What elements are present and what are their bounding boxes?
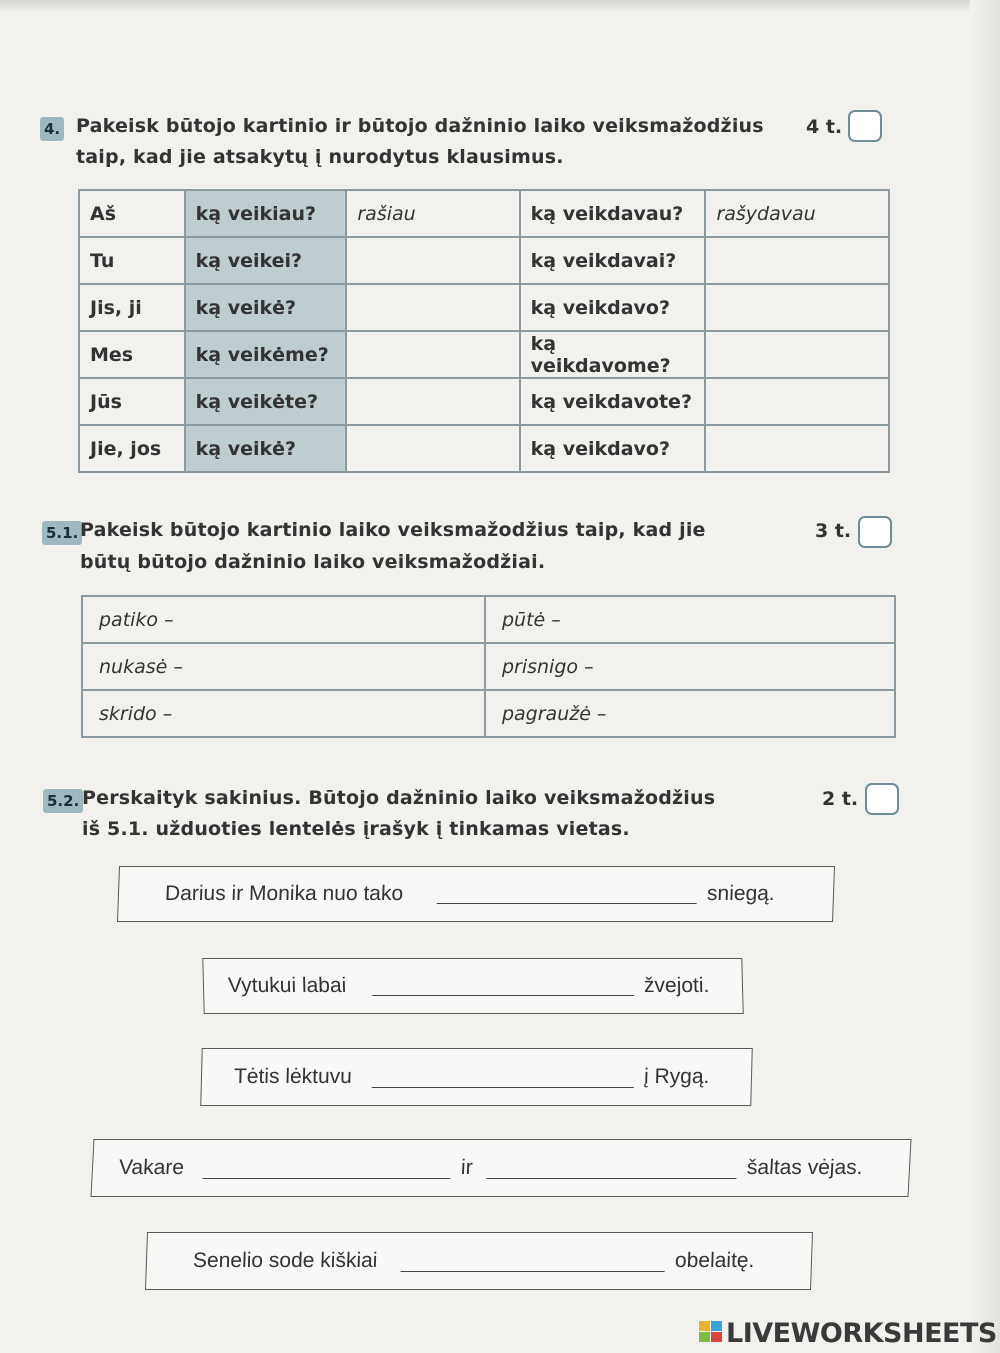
sentence-1-card	[117, 866, 835, 922]
sentence-4-before: Vakare	[118, 1156, 185, 1179]
table-row	[79, 378, 889, 425]
sentence-2-card	[202, 958, 743, 1014]
question-past-cell: ką veikei?	[185, 237, 347, 284]
table-row	[79, 331, 889, 378]
task4-instruction-line2: taip, kad jie atsakytų į nurodytus klausimus.	[76, 146, 564, 168]
pronoun-cell: Jis, ji	[79, 284, 185, 331]
task4-table	[78, 189, 890, 473]
answer-past-cell[interactable]	[346, 331, 519, 378]
sentence-1-blank[interactable]	[437, 903, 697, 904]
answer-frequentative-cell[interactable]	[705, 425, 889, 472]
page-top-shadow	[0, 0, 1000, 12]
pronoun-cell: Tu	[79, 237, 185, 284]
task4-number-badge: 4.	[40, 117, 64, 141]
liveworksheets-logo-icon	[698, 1319, 724, 1345]
sentence-5-after: obelaitę.	[674, 1249, 755, 1272]
sentence-4-middle: ir	[460, 1156, 474, 1179]
table-row	[82, 596, 895, 643]
sentence-1-before: Darius ir Monika nuo tako	[164, 882, 404, 905]
task51-number-badge: 5.1.	[42, 521, 82, 545]
sentence-5-card	[145, 1232, 813, 1290]
task51-score-box[interactable]	[858, 516, 892, 548]
sentence-2-before: Vytukui labai	[227, 974, 347, 997]
verb-cell-left[interactable]: nukasė –	[82, 643, 485, 690]
task51-instruction-line2: būtų būtojo dažninio laiko veiksmažodžiai.	[80, 551, 546, 573]
task51-instruction-line1: Pakeisk būtojo kartinio laiko veiksmažodžius taip, kad jie	[80, 519, 706, 541]
verb-cell-right[interactable]: prisnigo –	[485, 643, 895, 690]
question-past-cell: ką veikė?	[185, 284, 347, 331]
table-row	[79, 237, 889, 284]
table-row	[82, 643, 895, 690]
pronoun-cell: Aš	[79, 190, 185, 237]
sentence-4-card	[90, 1139, 911, 1197]
answer-past-cell[interactable]	[346, 425, 519, 472]
task52-instruction-line2: iš 5.1. užduoties lentelės įrašyk į tinkamas vietas.	[82, 818, 630, 840]
question-frequentative-cell: ką veikdavai?	[520, 237, 706, 284]
page-right-edge	[970, 0, 1000, 1353]
question-frequentative-cell: ką veikdavo?	[520, 425, 706, 472]
task52-instruction-line1: Perskaityk sakinius. Būtojo dažninio laiko veiksmažodžius	[82, 787, 716, 809]
question-past-cell: ką veikė?	[185, 425, 347, 472]
answer-frequentative-cell[interactable]	[705, 378, 889, 425]
answer-frequentative-cell[interactable]	[705, 237, 889, 284]
table-row	[79, 425, 889, 472]
sentence-2-after: žvejoti.	[643, 974, 710, 997]
task52-points: 2 t.	[822, 788, 859, 810]
sentence-3-card	[200, 1048, 753, 1106]
table-row	[79, 190, 889, 237]
sentence-2-blank[interactable]	[372, 995, 634, 996]
answer-frequentative-cell[interactable]: rašydavau	[705, 190, 889, 237]
sentence-3-before: Tėtis lėktuvu	[233, 1065, 353, 1088]
answer-past-cell[interactable]	[346, 378, 519, 425]
answer-frequentative-cell[interactable]	[705, 331, 889, 378]
task51-points: 3 t.	[815, 520, 852, 542]
verb-cell-left[interactable]: skrido –	[82, 690, 485, 737]
sentence-5-blank[interactable]	[401, 1271, 665, 1272]
question-frequentative-cell: ką veikdavome?	[520, 331, 706, 378]
pronoun-cell: Jie, jos	[79, 425, 185, 472]
verb-cell-right[interactable]: pūtė –	[485, 596, 895, 643]
task52-number-badge: 5.2.	[43, 789, 83, 813]
sentence-4-blank-2[interactable]	[486, 1178, 736, 1179]
verb-cell-right[interactable]: pagraužė –	[485, 690, 895, 737]
table-row	[79, 284, 889, 331]
sentence-4-blank-1[interactable]	[202, 1178, 450, 1179]
verb-cell-left[interactable]: patiko –	[82, 596, 485, 643]
sentence-1-after: sniegą.	[706, 882, 776, 905]
question-frequentative-cell: ką veikdavau?	[520, 190, 706, 237]
sentence-4-after: šaltas vėjas.	[746, 1156, 864, 1179]
answer-past-cell[interactable]: rašiau	[346, 190, 519, 237]
task51-table	[81, 595, 896, 738]
question-past-cell: ką veikiau?	[185, 190, 347, 237]
answer-past-cell[interactable]	[346, 284, 519, 331]
sentence-5-before: Senelio sode kiškiai	[192, 1249, 378, 1272]
task52-score-box[interactable]	[865, 783, 899, 815]
sentence-3-blank[interactable]	[372, 1087, 634, 1088]
question-frequentative-cell: ką veikdavote?	[520, 378, 706, 425]
question-past-cell: ką veikėme?	[185, 331, 347, 378]
pronoun-cell: Mes	[79, 331, 185, 378]
pronoun-cell: Jūs	[79, 378, 185, 425]
question-frequentative-cell: ką veikdavo?	[520, 284, 706, 331]
task4-instruction-line1: Pakeisk būtojo kartinio ir būtojo dažninio laiko veiksmažodžius	[76, 115, 764, 137]
sentence-3-after: į Rygą.	[643, 1065, 710, 1088]
question-past-cell: ką veikėte?	[185, 378, 347, 425]
table-row	[82, 690, 895, 737]
liveworksheets-logo-text: LIVEWORKSHEETS	[726, 1318, 997, 1349]
task4-points: 4 t.	[806, 116, 843, 138]
task4-score-box[interactable]	[848, 110, 882, 142]
answer-frequentative-cell[interactable]	[705, 284, 889, 331]
answer-past-cell[interactable]	[346, 237, 519, 284]
